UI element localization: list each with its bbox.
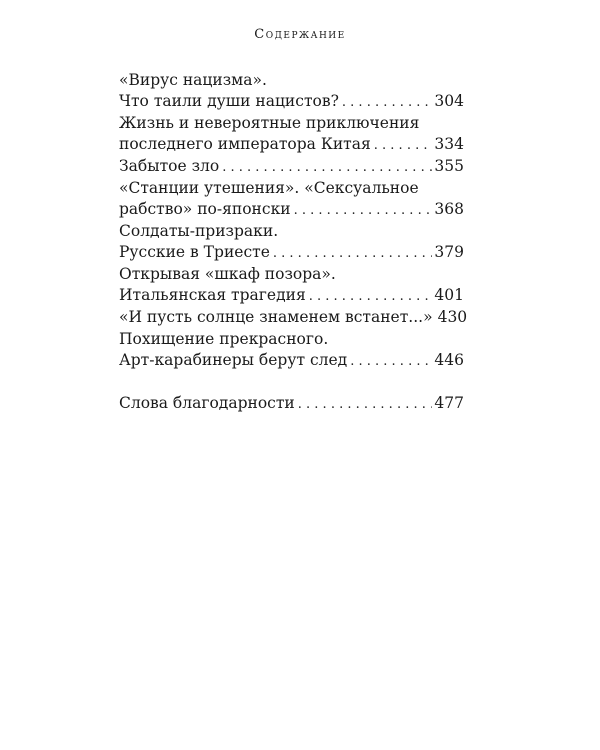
toc-entry (119, 70, 464, 91)
toc-entry-title: рабство» по-японски (119, 200, 291, 218)
toc-entry-title: Что таили души нацистов? (119, 92, 339, 110)
toc-page-number: 446 (434, 351, 464, 369)
toc-entry-title: Итальянская трагедия (119, 286, 306, 304)
toc-leader-dots (309, 286, 433, 307)
toc-entry (119, 329, 464, 350)
toc-page-number: 401 (434, 286, 464, 304)
toc-entry-title: Солдаты-призраки. (119, 222, 279, 240)
toc-leader-dots (273, 243, 433, 264)
toc-entry (119, 156, 464, 178)
toc-entry (119, 221, 464, 242)
toc-leader-dots (374, 135, 433, 156)
toc-page-number: 368 (434, 200, 464, 218)
toc-entry-title: Открывая «шкаф позора». (119, 265, 336, 283)
toc-page-number: 334 (434, 135, 464, 153)
toc-entry (119, 113, 464, 134)
toc-entry (119, 307, 468, 329)
toc-entry-title: Жизнь и невероятные приключения (119, 114, 420, 132)
running-header: Содержание (254, 27, 346, 42)
toc-leader-dots (294, 200, 433, 221)
toc-entry-title: Похищение прекрасного. (119, 330, 329, 348)
toc-leader-dots (222, 157, 432, 178)
toc-leader-dots (342, 92, 433, 113)
toc-entry (119, 350, 464, 372)
table-of-contents (119, 70, 468, 415)
toc-entry-title: «И пусть солнце знаменем встанет...» (119, 308, 433, 326)
toc-entry-title: Забытое зло (119, 157, 220, 175)
toc-entry-title: Русские в Триесте (119, 243, 270, 261)
toc-page-number: 430 (437, 308, 468, 326)
toc-entry-title: «Вирус нацизма». (119, 71, 267, 89)
toc-entry-title: «Станции утешения». «Сексуальное (119, 179, 419, 197)
toc-entry (119, 91, 464, 113)
toc-page-number: 355 (434, 157, 464, 175)
toc-entry (119, 285, 464, 307)
toc-entry-title: Слова благодарности (119, 394, 295, 412)
toc-page-number: 477 (434, 394, 464, 412)
toc-entry (119, 199, 464, 221)
toc-entry-title: последнего императора Китая (119, 135, 371, 153)
toc-leader-dots (298, 394, 433, 415)
toc-entry (119, 134, 464, 156)
toc-spacer (119, 372, 464, 393)
toc-leader-dots (350, 351, 432, 372)
toc-entry (119, 178, 464, 199)
toc-entry (119, 393, 464, 415)
toc-entry-title: Арт-карабинеры берут след (119, 351, 348, 369)
toc-entry (119, 242, 464, 264)
toc-page-number: 304 (434, 92, 464, 110)
toc-entry (119, 264, 464, 285)
toc-page-number: 379 (434, 243, 464, 261)
